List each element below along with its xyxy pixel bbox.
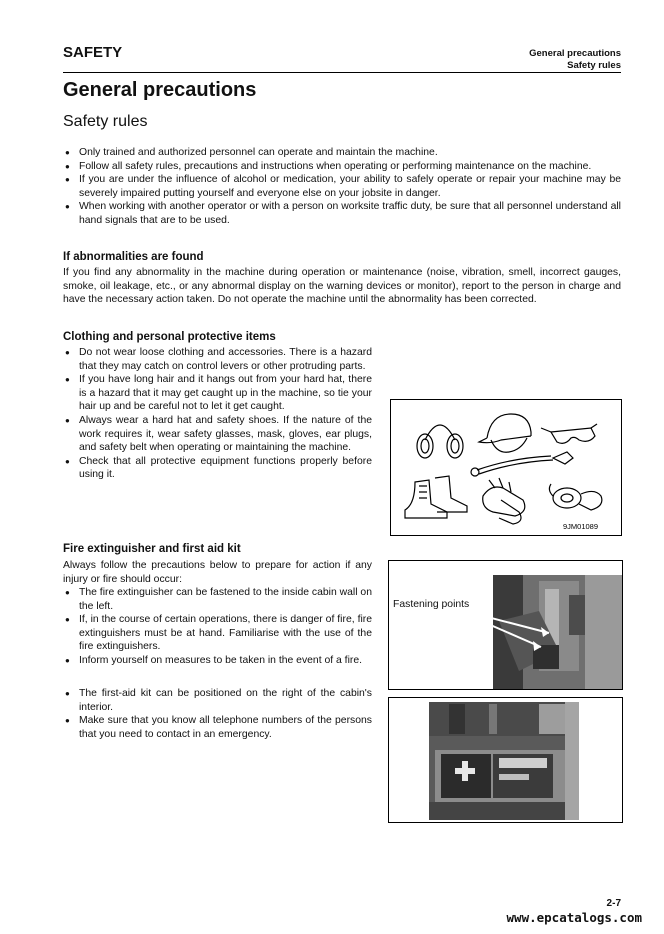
watermark: www.epcatalogs.com: [506, 910, 642, 925]
running-header-line2: Safety rules: [567, 60, 621, 71]
fire-intro: Always follow the precautions below to prepare for action if any injury or fire should occur:: [63, 560, 372, 585]
clothing-heading: Clothing and personal protective items: [63, 331, 276, 343]
fire-heading: Fire extinguisher and first aid kit: [63, 543, 241, 555]
safety-belt-icon: [471, 452, 573, 476]
ear-muffs-icon: [417, 425, 463, 458]
ppe-illustration: [391, 400, 621, 535]
safety-glasses-icon: [541, 424, 597, 443]
gloves-icon: [483, 478, 525, 524]
list-item: ● The first-aid kit can be positioned on the right of the cabin's interior.: [63, 687, 372, 714]
list-item: ● Do not wear loose clothing and accessories. There is a hazard that they may catch on control levers or other protruding parts.: [63, 346, 372, 373]
ppe-figure: [390, 399, 622, 536]
page-subtitle: Safety rules: [63, 113, 148, 130]
running-header-line1: General precautions: [529, 48, 621, 59]
extinguisher-photo: [388, 560, 623, 690]
first-aid-photo: [388, 697, 623, 823]
cabin-wall-illustration: [389, 561, 622, 689]
list-item: ● If, in the course of certain operations, there is danger of fire, fire extinguishers must be at hand. Familiarise with the use of the fire extinguishers.: [63, 613, 372, 654]
list-item: ● If you are under the influence of alcohol or medication, your ability to safely operate or repair your machine may be severely impaired putting yourself and everyone else on your jobsite in danger.: [63, 173, 621, 200]
clothing-bullet-list: [63, 346, 372, 482]
abnormalities-heading: If abnormalities are found: [63, 251, 204, 263]
list-item: ● Make sure that you know all telephone numbers of the persons that you need to contact in an emergency.: [63, 714, 372, 741]
list-item: ● Inform yourself on measures to be taken in the event of a fire.: [63, 654, 372, 668]
hard-hat-icon: [479, 414, 531, 452]
list-item: ● Always wear a hard hat and safety shoes. If the nature of the work requires it, wear safety glasses, mask, gloves, ear plugs, and safety belt when operating or maintaining the machine.: [63, 414, 372, 455]
list-item: ● Follow all safety rules, precautions and instructions when operating or performing maintenance on the machine.: [63, 160, 621, 174]
figure-code: 9JM01089: [563, 522, 599, 531]
list-item: ● When working with another operator or with a person on worksite traffic duty, be sure that all personnel understand all hand signals that are to be used.: [63, 200, 621, 227]
list-item: ● Check that all protective equipment functions properly before using it.: [63, 455, 372, 482]
list-item: ● The fire extinguisher can be fastened to the inside cabin wall on the left.: [63, 586, 372, 613]
list-item: ● If you have long hair and it hangs out from your hard hat, there is a hazard that it may get caught up in the machine, so tie your hair up and be careful not to let it get caught.: [63, 373, 372, 414]
fire-bullet-list: [63, 586, 372, 668]
section-label: SAFETY: [63, 44, 123, 61]
page-title: General precautions: [63, 79, 257, 101]
running-header: [529, 48, 621, 72]
respirator-mask-icon: [549, 484, 601, 510]
fastening-points-label: Fastening points: [393, 599, 470, 610]
first-aid-bullet-list: [63, 687, 372, 741]
header-rule: [63, 72, 621, 73]
first-aid-kit-illustration: [389, 698, 622, 822]
safety-boots-icon: [405, 476, 467, 518]
abnormalities-text: If you find any abnormality in the machine during operation or maintenance (noise, vibration, smell, incorrect gauges, smoke, oil leakage, etc., or any abnormal display on the warning devices or monitor), report to the person in charge and have the necessary action taken. Do not operate the machine until the abnormality has been corrected.: [63, 267, 621, 306]
list-item: ● Only trained and authorized personnel can operate and maintain the machine.: [63, 146, 621, 160]
page-number: 2-7: [606, 898, 621, 909]
intro-bullet-list: [63, 146, 621, 228]
